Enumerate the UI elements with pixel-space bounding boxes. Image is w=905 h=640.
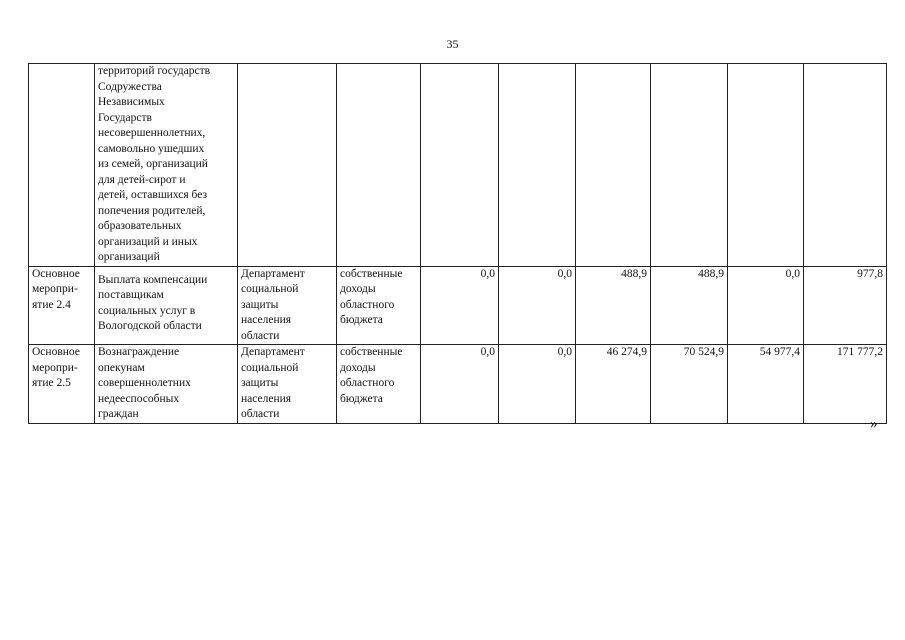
value-cell: 0,0: [421, 345, 499, 424]
value-cell: 0,0: [728, 266, 804, 345]
value-cell-total: 977,8: [804, 266, 887, 345]
value-cell: 0,0: [499, 345, 576, 424]
table-cell-value: [421, 64, 499, 267]
table-row-measure-2-4: [29, 266, 887, 345]
table-cell-value: [804, 64, 887, 267]
table-cell-value: [651, 64, 728, 267]
value-cell: 54 977,4: [728, 345, 804, 424]
table-cell-value: [499, 64, 576, 267]
measure-executor: Департамент социальной защиты населения области: [238, 266, 337, 345]
value-cell: 0,0: [499, 266, 576, 345]
measure-code: Основное меропри- ятие 2.4: [29, 266, 95, 345]
table-cell-code: [29, 64, 95, 267]
measure-name: Вознаграждение опекунам совершеннолетних недееспособных граждан: [95, 345, 238, 424]
measure-executor: Департамент социальной защиты населения области: [238, 345, 337, 424]
table-cell-value: [576, 64, 651, 267]
value-cell: 46 274,9: [576, 345, 651, 424]
value-cell: 70 524,9: [651, 345, 728, 424]
continuation-text: территорий государств Содружества Независимых Государств несовершеннолетних, самовольно ушедших из семей, организаций для детей-сирот и детей, оставшихся без попечения родителей, образовательных организаций и иных организаций: [95, 64, 238, 267]
measure-code: Основное меропри- ятие 2.5: [29, 345, 95, 424]
table-cell-source: [337, 64, 421, 267]
page-number: 35: [446, 37, 459, 51]
measure-funding-source: собственные доходы областного бюджета: [337, 266, 421, 345]
budget-table: [28, 63, 887, 424]
closing-quote-mark: »: [870, 416, 878, 432]
value-cell: 488,9: [651, 266, 728, 345]
value-cell: 0,0: [421, 266, 499, 345]
table-cell-value: [728, 64, 804, 267]
table-row-continuation: [29, 64, 887, 267]
table-cell-executor: [238, 64, 337, 267]
measure-name: Выплата компенсации поставщикам социальных услуг в Вологодской области: [95, 266, 238, 345]
measure-funding-source: собственные доходы областного бюджета: [337, 345, 421, 424]
value-cell-total: 171 777,2: [804, 345, 887, 424]
value-cell: 488,9: [576, 266, 651, 345]
table-row-measure-2-5: [29, 345, 887, 424]
